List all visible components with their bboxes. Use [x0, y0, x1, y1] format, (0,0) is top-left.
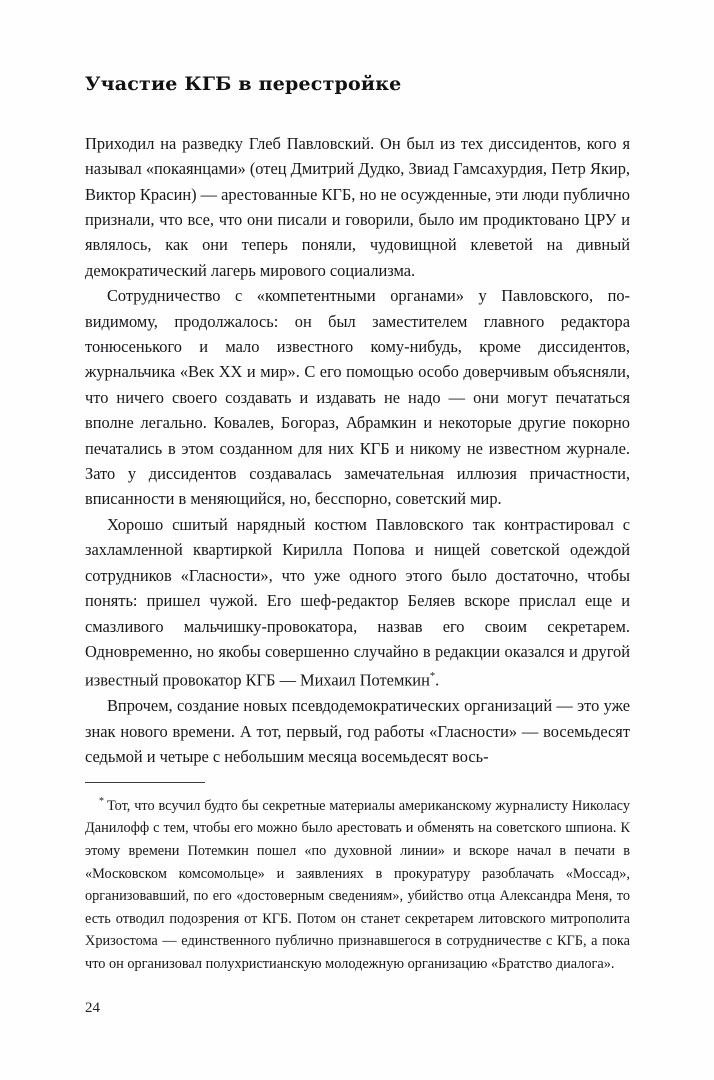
- paragraph-1: Приходил на разведку Глеб Павловский. Он был из тех диссидентов, кого я называл «покаянцами» (отец Дмитрий Дудко, Звиад Гамсахурдия, Петр Якир, Виктор Красин) — арестованные КГБ, но не осужденные, эти люди публично признали, что все, что они писали и говорили, было им продиктовано ЦРУ и являлось, как они теперь поняли, чудовищной клеветой на дивный демократический лагерь мирового социализма.: [85, 133, 630, 280]
- footnote-divider: [85, 782, 205, 783]
- footnote-1: [85, 791, 630, 976]
- page-number: 24: [85, 1000, 100, 1016]
- paragraph-3-text: Хорошо сшитый нарядный костюм Павловского так контрастировал с захламленной квартиркой Кирилла Попова и нищей советской одеждой сотрудников «Гласности», что уже одного этого было достаточно, чтобы понять: пришел чужой. Его шеф-редактор Беляев вскоре прислал еще и смазливого мальчишку-провокатора, назвав его своим секретарем. Одновременно, но якобы совершенно случайно в редакции оказался и другой известный провокатор КГБ — Михаил Потемкин: [85, 514, 630, 690]
- page-content: [85, 0, 630, 769]
- paragraph-3: Хорошо сшитый нарядный костюм Павловского так контрастировал с захламленной квартиркой Кирилла Попова и нищей советской одеждой сотрудников «Гласности», что уже одного этого было достаточно, чтобы понять: пришел чужой. Его шеф-редактор Беляев вскоре прислал еще и смазливого мальчишку-провокатора, назвав его своим секретарем. Одновременно, но якобы совершенно случайно в редакции оказался и другой известный провокатор КГБ — Михаил Потемкин*.: [85, 514, 630, 690]
- footnote-area: [85, 791, 630, 976]
- paragraph-2: Сотрудничество с «компетентными органами» у Павловского, по-видимому, продолжалось: он был заместителем главного редактора тонюсенького и мало известного кому-нибудь, кроме диссидентов, журнальчика «Век XX и мир». С его помощью особо доверчивым объясняли, что ничего своего создавать и издавать не надо — они могут печататься вполне легально. Ковалев, Богораз, Абрамкин и некоторые другие покорно печатались в этом созданном для них КГБ и никому не известном журнале. Зато у диссидентов создавалась замечательная иллюзия причастности, вписанности в меняющийся, но, бесспорно, советский мир.: [85, 286, 630, 509]
- footnote-text: Тот, что всучил будто бы секретные материалы американскому журналисту Николасу Данилофф с тем, чтобы его можно было арестовать и обменять на советского шпиона. К этому времени Потемкин пошел «по духовной линии» и вскоре начал в печати в «Московском комсомольце» и заявлениях в прокуратуру разоблачать «Моссад», организовавший, по его «достоверным сведениям», убийство отца Александра Меня, то есть отводил подозрения от КГБ. Потом он станет секретарем литовского митрополита Хризостома — единственного публично признавшегося в сотрудничестве с КГБ, а пока что он организовал полухристианскую молодежную организацию «Братство диалога».: [85, 797, 630, 972]
- page-title: Участие КГБ в перестройке: [85, 73, 402, 95]
- footnote-marker: *: [99, 796, 104, 807]
- paragraph-4: Впрочем, создание новых псевдодемократических организаций — это уже знак нового времени. А тот, первый, год работы «Гласности» — восемьдесят седьмой и четыре с небольшим месяца восемьдесят вось-: [85, 696, 630, 767]
- footnote-reference: *: [429, 671, 436, 683]
